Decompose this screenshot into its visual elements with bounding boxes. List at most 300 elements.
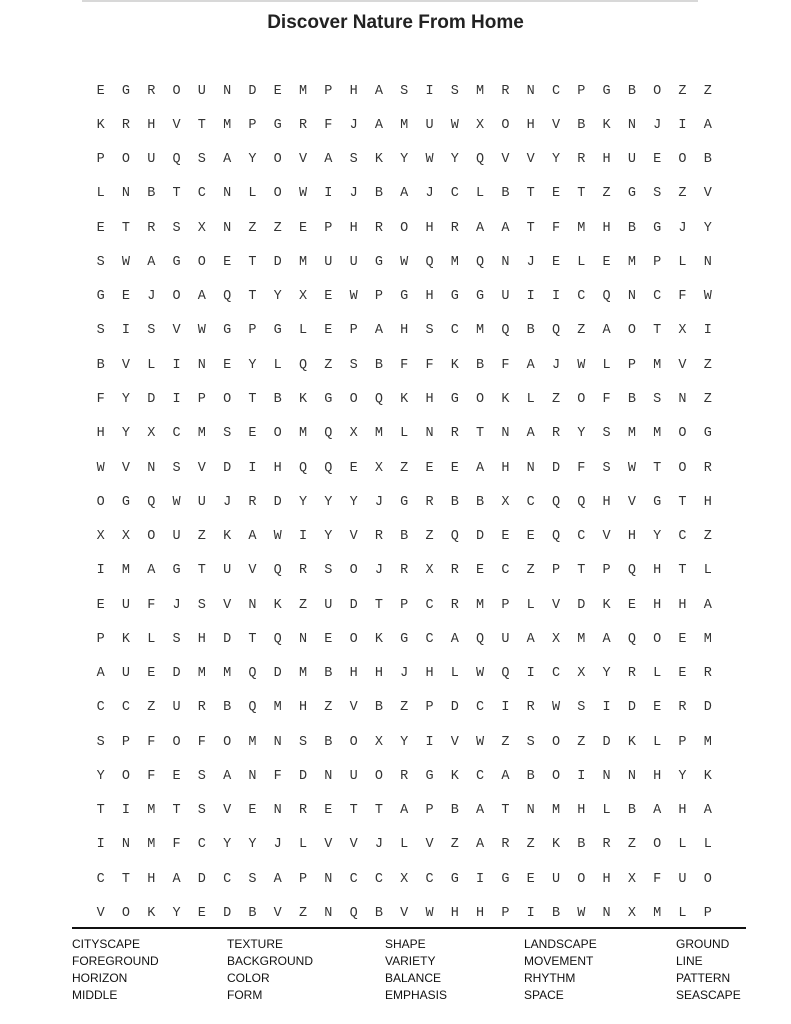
grid-letter: G: [450, 392, 459, 408]
grid-letter: S: [96, 734, 105, 750]
grid-letter: O: [197, 254, 206, 270]
grid-letter: R: [374, 220, 383, 236]
grid-letter: E: [678, 631, 687, 647]
grid-letter: E: [121, 289, 130, 305]
grid-letter: J: [653, 117, 662, 133]
grid-letter: H: [147, 117, 156, 133]
grid-letter: M: [197, 666, 206, 682]
grid-letter: S: [223, 426, 232, 442]
grid-letter: V: [551, 117, 561, 133]
word-list-item: EMPHASIS: [385, 988, 448, 1002]
grid-letter: C: [197, 837, 206, 853]
grid-letter: R: [501, 837, 510, 853]
grid-letter: N: [627, 768, 636, 784]
grid-letter: L: [703, 563, 712, 579]
grid-letter: I: [298, 529, 308, 545]
grid-letter: C: [678, 529, 687, 545]
grid-letter: B: [526, 768, 535, 784]
grid-letter: R: [703, 666, 712, 682]
grid-letter: K: [400, 392, 409, 408]
grid-letter: Z: [147, 700, 156, 716]
grid-letter: V: [248, 563, 257, 579]
grid-letter: H: [450, 906, 459, 921]
grid-letter: G: [121, 83, 130, 99]
word-list-item: BACKGROUND: [227, 954, 314, 968]
grid-letter: X: [400, 871, 409, 887]
grid-letter: U: [197, 83, 206, 99]
grid-letter: Y: [298, 494, 308, 510]
grid-letter: V: [627, 494, 636, 510]
grid-letter: V: [298, 152, 308, 168]
grid-letter: O: [703, 871, 712, 887]
grid-letter: F: [678, 289, 687, 305]
grid-letter: R: [197, 700, 206, 716]
grid-letter: H: [526, 117, 535, 133]
grid-letter: N: [678, 392, 687, 408]
word-list-item: MIDDLE: [72, 988, 118, 1002]
grid-letter: C: [349, 871, 358, 887]
grid-letter: H: [349, 220, 358, 236]
grid-letter: J: [425, 186, 434, 202]
grid-letter: E: [450, 460, 459, 476]
grid-letter: D: [298, 768, 308, 784]
grid-letter: Q: [627, 631, 636, 647]
grid-letter: F: [653, 871, 662, 887]
grid-letter: N: [324, 768, 333, 784]
grid-letter: Y: [121, 392, 130, 408]
grid-letter: P: [349, 323, 358, 339]
grid-letter: R: [450, 563, 459, 579]
grid-letter: W: [273, 529, 282, 545]
grid-letter: O: [349, 631, 358, 647]
grid-letter: N: [501, 426, 510, 442]
grid-letter: B: [248, 906, 257, 921]
grid-letter: A: [374, 117, 383, 133]
grid-letter: E: [147, 666, 156, 682]
grid-letter: Y: [400, 152, 409, 168]
grid-letter: Q: [627, 563, 636, 579]
grid-letter: X: [121, 529, 130, 545]
grid-letter: K: [501, 392, 510, 408]
grid-letter: C: [121, 700, 130, 716]
grid-letter: J: [223, 494, 232, 510]
grid-letter: D: [703, 700, 712, 716]
grid-letter: M: [703, 631, 712, 647]
grid-letter: C: [450, 323, 459, 339]
grid-letter: S: [349, 357, 358, 373]
grid-letter: Q: [501, 666, 510, 682]
word-list-item: SEASCAPE: [676, 988, 741, 1002]
grid-letter: I: [324, 186, 333, 202]
grid-letter: W: [197, 323, 206, 339]
grid-letter: P: [551, 563, 561, 579]
grid-letter: H: [298, 700, 308, 716]
grid-letter: L: [273, 357, 282, 373]
grid-letter: Q: [551, 323, 561, 339]
grid-letter: Y: [551, 152, 561, 168]
grid-letter: K: [298, 392, 308, 408]
grid-letter: W: [577, 906, 586, 921]
grid-letter: Z: [425, 529, 434, 545]
grid-letter: N: [602, 768, 611, 784]
grid-letter: U: [678, 871, 687, 887]
word-list-item: TEXTURE: [227, 937, 284, 951]
grid-letter: L: [577, 254, 586, 270]
grid-letter: N: [147, 460, 156, 476]
grid-letter: A: [400, 803, 409, 819]
grid-letter: S: [349, 152, 358, 168]
grid-letter: C: [425, 597, 434, 613]
grid-letter: M: [273, 700, 282, 716]
grid-letter: I: [526, 666, 535, 682]
grid-letter: D: [172, 666, 181, 682]
grid-letter: B: [450, 494, 459, 510]
grid-letter: U: [197, 494, 206, 510]
grid-letter: G: [273, 323, 282, 339]
grid-letter: W: [96, 460, 105, 476]
word-list-item: RHYTHM: [524, 971, 576, 985]
grid-letter: L: [678, 906, 687, 921]
grid-letter: F: [147, 597, 156, 613]
grid-letter: B: [273, 392, 282, 408]
grid-letter: A: [476, 460, 485, 476]
grid-letter: C: [96, 700, 105, 716]
grid-letter: O: [147, 529, 156, 545]
grid-letter: M: [223, 117, 232, 133]
grid-letter: E: [501, 529, 510, 545]
grid-letter: N: [324, 871, 333, 887]
grid-letter: O: [653, 83, 662, 99]
grid-letter: I: [678, 117, 687, 133]
grid-letter: N: [526, 460, 535, 476]
grid-letter: E: [602, 254, 611, 270]
grid-letter: N: [248, 768, 257, 784]
grid-letter: O: [349, 734, 358, 750]
grid-letter: G: [223, 323, 232, 339]
grid-letter: E: [96, 220, 105, 236]
grid-letter: S: [96, 254, 105, 270]
grid-letter: O: [223, 734, 232, 750]
grid-letter: E: [324, 289, 333, 305]
grid-letter: P: [627, 357, 636, 373]
grid-letter: C: [425, 631, 434, 647]
grid-letter: Z: [703, 529, 712, 545]
grid-letter: T: [197, 117, 206, 133]
grid-letter: N: [273, 803, 282, 819]
grid-letter: I: [526, 289, 535, 305]
grid-letter: F: [551, 220, 561, 236]
grid-letter: T: [653, 323, 662, 339]
grid-letter: V: [349, 700, 358, 716]
grid-letter: H: [425, 289, 434, 305]
grid-letter: U: [501, 631, 510, 647]
grid-letter: W: [450, 117, 459, 133]
grid-letter: Y: [324, 529, 333, 545]
grid-letter: Q: [476, 152, 485, 168]
grid-letter: U: [121, 597, 130, 613]
grid-letter: M: [147, 837, 156, 853]
grid-letter: V: [703, 186, 712, 202]
grid-letter: G: [400, 494, 409, 510]
grid-letter: X: [678, 323, 687, 339]
grid-letter: B: [551, 906, 561, 921]
grid-letter: C: [653, 289, 662, 305]
grid-letter: Q: [551, 494, 561, 510]
grid-letter: P: [197, 392, 206, 408]
grid-letter: V: [602, 529, 611, 545]
grid-letter: Z: [298, 906, 308, 921]
grid-letter: M: [653, 426, 662, 442]
grid-letter: E: [324, 323, 333, 339]
grid-letter: K: [703, 768, 712, 784]
grid-letter: H: [425, 666, 434, 682]
grid-letter: G: [450, 289, 459, 305]
grid-letter: H: [425, 220, 434, 236]
grid-letter: O: [172, 83, 181, 99]
grid-letter: A: [602, 631, 611, 647]
grid-letter: N: [425, 426, 434, 442]
grid-letter: E: [324, 803, 333, 819]
grid-letter: E: [273, 83, 282, 99]
grid-letter: U: [121, 666, 130, 682]
grid-letter: R: [147, 220, 156, 236]
grid-letter: V: [172, 117, 181, 133]
grid-letter: M: [476, 323, 485, 339]
grid-letter: N: [627, 289, 636, 305]
grid-letter: Y: [653, 529, 662, 545]
grid-letter: Z: [324, 700, 333, 716]
grid-letter: G: [121, 494, 130, 510]
grid-letter: I: [476, 871, 485, 887]
grid-letter: C: [476, 768, 485, 784]
grid-letter: R: [450, 597, 459, 613]
grid-letter: R: [450, 220, 459, 236]
grid-letter: J: [678, 220, 687, 236]
grid-letter: Q: [577, 494, 586, 510]
grid-letter: S: [248, 871, 257, 887]
grid-letter: B: [374, 357, 383, 373]
grid-letter: O: [349, 392, 358, 408]
grid-letter: U: [551, 871, 561, 887]
grid-letter: B: [627, 392, 636, 408]
grid-letter: W: [298, 186, 308, 202]
grid-letter: C: [577, 529, 586, 545]
grid-letter: Y: [324, 494, 333, 510]
grid-letter: L: [678, 254, 687, 270]
grid-letter: E: [324, 631, 333, 647]
grid-letter: C: [197, 186, 206, 202]
grid-letter: Q: [298, 357, 308, 373]
grid-letter: Y: [121, 426, 130, 442]
grid-letter: X: [374, 460, 383, 476]
word-list-item: VARIETY: [385, 954, 436, 968]
grid-letter: A: [223, 768, 232, 784]
grid-letter: T: [678, 563, 687, 579]
grid-letter: L: [703, 837, 712, 853]
grid-letter: V: [526, 152, 535, 168]
grid-letter: K: [121, 631, 130, 647]
grid-letter: U: [425, 117, 434, 133]
grid-letter: N: [197, 357, 206, 373]
grid-letter: K: [147, 906, 156, 921]
grid-letter: Q: [425, 254, 434, 270]
grid-letter: H: [678, 597, 687, 613]
grid-letter: G: [374, 254, 383, 270]
grid-letter: A: [703, 597, 712, 613]
grid-letter: N: [223, 186, 232, 202]
grid-letter: T: [172, 186, 181, 202]
grid-letter: K: [450, 768, 459, 784]
grid-letter: S: [197, 597, 206, 613]
grid-letter: Z: [450, 837, 459, 853]
grid-letter: T: [476, 426, 485, 442]
grid-letter: T: [121, 220, 130, 236]
grid-letter: A: [450, 631, 459, 647]
grid-letter: U: [627, 152, 636, 168]
grid-letter: D: [273, 254, 282, 270]
grid-letter: E: [678, 666, 687, 682]
grid-letter: C: [172, 426, 181, 442]
grid-letter: G: [703, 426, 712, 442]
grid-letter: T: [349, 803, 358, 819]
grid-letter: E: [197, 906, 206, 921]
grid-letter: N: [273, 734, 282, 750]
grid-letter: M: [248, 734, 257, 750]
grid-letter: P: [248, 117, 257, 133]
grid-letter: N: [121, 837, 130, 853]
grid-letter: C: [223, 871, 232, 887]
grid-letter: Z: [298, 597, 308, 613]
grid-letter: M: [476, 83, 485, 99]
grid-letter: O: [653, 837, 662, 853]
grid-letter: D: [627, 700, 636, 716]
grid-letter: A: [476, 803, 485, 819]
grid-letter: P: [425, 700, 434, 716]
grid-letter: J: [147, 289, 156, 305]
grid-letter: T: [577, 563, 586, 579]
grid-letter: V: [400, 906, 409, 921]
page-title: Discover Nature From Home: [267, 12, 524, 33]
grid-letter: K: [602, 597, 611, 613]
grid-letter: C: [501, 563, 510, 579]
grid-letter: M: [703, 734, 712, 750]
grid-letter: C: [551, 666, 561, 682]
grid-letter: G: [450, 871, 459, 887]
grid-letter: L: [653, 666, 662, 682]
grid-letter: V: [121, 357, 130, 373]
grid-letter: Q: [147, 494, 156, 510]
grid-letter: J: [349, 117, 358, 133]
grid-letter: R: [450, 426, 459, 442]
grid-letter: E: [526, 871, 535, 887]
grid-letter: W: [400, 254, 409, 270]
grid-letter: C: [425, 871, 434, 887]
grid-letter: L: [298, 837, 308, 853]
grid-letter: L: [678, 837, 687, 853]
grid-letter: I: [172, 392, 181, 408]
grid-letter: Q: [273, 563, 282, 579]
grid-letter: A: [602, 323, 611, 339]
grid-letter: L: [400, 426, 409, 442]
grid-letter: Q: [349, 906, 358, 921]
grid-letter: Q: [248, 666, 257, 682]
grid-letter: B: [501, 186, 510, 202]
grid-letter: S: [197, 803, 206, 819]
grid-letter: H: [703, 494, 712, 510]
grid-letter: T: [248, 631, 257, 647]
grid-letter: R: [400, 563, 409, 579]
grid-letter: E: [96, 83, 105, 99]
grid-letter: V: [324, 837, 333, 853]
grid-letter: K: [551, 837, 561, 853]
grid-letter: M: [577, 631, 586, 647]
grid-letter: L: [400, 837, 409, 853]
grid-letter: P: [96, 631, 105, 647]
grid-letter: V: [349, 837, 358, 853]
grid-letter: M: [627, 254, 636, 270]
grid-letter: J: [273, 837, 282, 853]
grid-letter: B: [374, 906, 383, 921]
grid-letter: V: [349, 529, 358, 545]
grid-letter: Q: [172, 152, 181, 168]
grid-letter: U: [349, 768, 358, 784]
grid-letter: G: [627, 186, 636, 202]
grid-letter: D: [248, 83, 257, 99]
grid-letter: L: [602, 357, 611, 373]
grid-letter: V: [197, 460, 206, 476]
grid-letter: Y: [223, 837, 232, 853]
grid-letter: I: [96, 563, 105, 579]
grid-letter: E: [223, 254, 232, 270]
grid-letter: H: [653, 563, 662, 579]
grid-letter: H: [602, 152, 611, 168]
grid-letter: N: [324, 906, 333, 921]
grid-letter: E: [551, 254, 561, 270]
grid-letter: G: [501, 871, 510, 887]
grid-letter: G: [476, 289, 485, 305]
grid-letter: H: [678, 803, 687, 819]
grid-letter: Z: [678, 83, 687, 99]
word-list-item: CITYSCAPE: [72, 937, 141, 951]
grid-letter: O: [349, 563, 358, 579]
grid-letter: X: [425, 563, 434, 579]
grid-letter: T: [678, 494, 687, 510]
grid-letter: X: [374, 734, 383, 750]
grid-letter: S: [172, 220, 181, 236]
grid-letter: M: [653, 906, 662, 921]
grid-letter: B: [324, 666, 333, 682]
grid-letter: D: [476, 529, 485, 545]
grid-letter: F: [425, 357, 434, 373]
grid-letter: D: [577, 597, 586, 613]
grid-letter: B: [577, 837, 586, 853]
grid-letter: N: [627, 117, 636, 133]
grid-letter: S: [197, 152, 206, 168]
grid-letter: T: [197, 563, 206, 579]
grid-letter: O: [627, 323, 636, 339]
grid-letter: I: [121, 323, 130, 339]
grid-letter: E: [248, 426, 257, 442]
grid-letter: S: [147, 323, 156, 339]
grid-letter: J: [526, 254, 535, 270]
grid-letter: P: [703, 906, 712, 921]
grid-letter: P: [324, 220, 333, 236]
grid-letter: C: [551, 83, 561, 99]
grid-letter: B: [627, 803, 636, 819]
grid-letter: Z: [248, 220, 257, 236]
grid-letter: E: [349, 460, 358, 476]
grid-letter: A: [400, 186, 409, 202]
